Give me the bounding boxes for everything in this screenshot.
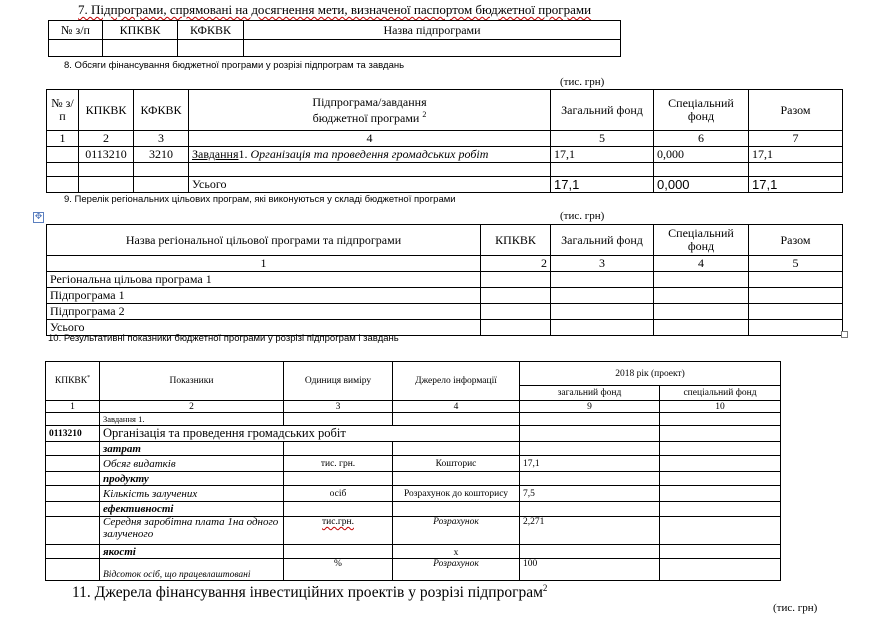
- s10-salary-unit-text: тис.грн.: [322, 517, 354, 527]
- s10-colnum: 9: [520, 401, 660, 413]
- s7-empty-cell: [178, 40, 244, 57]
- s10-empty-cell: [660, 502, 781, 517]
- s10-empty-cell: [660, 517, 781, 545]
- s10-header-general: загальний фонд: [520, 386, 660, 401]
- s10-empty-cell: [284, 442, 393, 456]
- s8-empty-cell: [47, 177, 79, 193]
- table-row: [46, 456, 781, 472]
- s8-header-total: Разом: [749, 90, 843, 131]
- s10-empty-cell: [46, 502, 100, 517]
- s8-colnum: 2: [79, 131, 134, 147]
- s8-total-special: 0,000: [654, 177, 749, 193]
- section9-units: (тис. грн): [560, 210, 605, 222]
- s8-header-kpkvk: КПКВК: [79, 90, 134, 131]
- footnote-marker: 2: [542, 583, 548, 593]
- s9-header-general: Загальний фонд: [551, 225, 654, 256]
- s8-empty-cell: [551, 163, 654, 177]
- s10-empty-cell: [660, 486, 781, 502]
- s10-empty-cell: [660, 456, 781, 472]
- s8-task-prefix: Завдання: [192, 147, 239, 161]
- s9-empty-cell: [654, 320, 749, 336]
- section11-heading: [72, 583, 547, 602]
- section8-table: [46, 89, 843, 193]
- s8-empty-cell: [189, 163, 551, 177]
- section11-heading-text: 11. Джерела фінансування інвестиційних проектів у розрізі підпрограм: [72, 584, 543, 602]
- s10-colnum: 3: [284, 401, 393, 413]
- s8-empty-cell: [749, 163, 843, 177]
- s9-row-label: Регіональна цільова програма 1: [47, 272, 481, 288]
- s10-percent-general: 100: [520, 559, 660, 581]
- s10-header-special: спеціальний фонд: [660, 386, 781, 401]
- s9-empty-cell: [551, 320, 654, 336]
- s8-row-special: 0,000: [654, 147, 749, 163]
- s8-empty-cell: [79, 163, 134, 177]
- section9-heading: 9. Перелік регіональних цільових програм, які виконуються у складі бюджетної програми: [64, 194, 456, 205]
- s10-empty-cell: [46, 472, 100, 486]
- move-handle-icon[interactable]: ✥: [34, 212, 43, 222]
- s8-row-kpkvk: 0113210: [79, 147, 134, 163]
- s10-kpkvk-code: 0113210: [46, 426, 100, 442]
- s9-empty-cell: [654, 288, 749, 304]
- s10-empty-cell: [46, 517, 100, 545]
- s10-expenses-name: Обсяг видатків: [100, 456, 284, 472]
- s10-header-kpkvk: [46, 362, 100, 401]
- s10-empty-cell: [46, 456, 100, 472]
- section7-table: [48, 20, 621, 57]
- s10-empty-cell: [393, 442, 520, 456]
- s10-percent-source: Розрахунок: [393, 559, 520, 581]
- s8-task-num: 1.: [238, 147, 248, 161]
- section11-units: (тис. грн): [773, 602, 818, 614]
- s8-empty-cell: [134, 177, 189, 193]
- s9-empty-cell: [749, 288, 843, 304]
- s8-row-general: 17,1: [551, 147, 654, 163]
- s10-empty-cell: [393, 472, 520, 486]
- s8-colnum: 4: [189, 131, 551, 147]
- s9-colnum: 3: [551, 256, 654, 272]
- s10-empty-cell: [46, 559, 100, 581]
- s8-colnum: 7: [749, 131, 843, 147]
- s7-empty-cell: [244, 40, 621, 57]
- s10-empty-cell: [660, 559, 781, 581]
- s10-percent-name: Відсоток осіб, що працевлаштовані: [100, 559, 284, 581]
- table-row: [46, 559, 781, 581]
- s10-colnum: 2: [100, 401, 284, 413]
- section9-table: [46, 224, 843, 336]
- s10-header-indicators: Показники: [100, 362, 284, 401]
- s9-colnum: 1: [47, 256, 481, 272]
- s10-colnum: 4: [393, 401, 520, 413]
- s9-header-total: Разом: [749, 225, 843, 256]
- s9-colnum: 2: [481, 256, 551, 272]
- s10-employed-general: 7,5: [520, 486, 660, 502]
- s10-salary-source: Розрахунок: [393, 517, 520, 545]
- s10-empty-cell: [393, 502, 520, 517]
- s7-header-name: Назва підпрограми: [244, 21, 621, 40]
- table-row: [47, 177, 843, 193]
- s8-total-general: 17,1: [551, 177, 654, 193]
- s7-header-kfkvk: КФКВК: [178, 21, 244, 40]
- s9-empty-cell: [551, 288, 654, 304]
- s10-empty-cell: [393, 413, 520, 426]
- section10-heading: 10. Результативні показники бюджетної програми у розрізі підпрограм і завдань: [48, 333, 399, 344]
- s10-empty-cell: [284, 545, 393, 559]
- s10-group-product: продукту: [100, 472, 284, 486]
- s9-empty-cell: [749, 272, 843, 288]
- table-row: [46, 486, 781, 502]
- s9-row-label: Підпрограма 1: [47, 288, 481, 304]
- s10-header-unit: Одиниця виміру: [284, 362, 393, 401]
- s8-task-title: Організація та проведення громадських робіт: [250, 147, 489, 161]
- s8-row-kfkvk: 3210: [134, 147, 189, 163]
- s10-empty-cell: [520, 426, 660, 442]
- s10-expenses-unit: тис. грн.: [284, 456, 393, 472]
- s9-header-special: Спеціальний фонд: [654, 225, 749, 256]
- s10-salary-unit: [284, 517, 393, 545]
- section7-heading-text: 7. Підпрограми, спрямовані на досягнення мети, визначеної паспортом бюджетної програми: [78, 2, 592, 17]
- s9-empty-cell: [551, 304, 654, 320]
- s10-empty-cell: [520, 413, 660, 426]
- s9-empty-cell: [481, 320, 551, 336]
- table-row: [47, 147, 843, 163]
- s10-header-source: Джерело інформації: [393, 362, 520, 401]
- s10-group-efficiency: ефективності: [100, 502, 284, 517]
- footnote-marker: *: [87, 375, 91, 382]
- s10-empty-cell: [520, 442, 660, 456]
- s10-empty-cell: [284, 472, 393, 486]
- s8-header-name: [189, 90, 551, 131]
- s9-empty-cell: [654, 304, 749, 320]
- s9-header-name: Назва регіональної цільової програми та підпрограми: [47, 225, 481, 256]
- table-row: [47, 272, 843, 288]
- table-row: [47, 304, 843, 320]
- s9-row-label: Підпрограма 2: [47, 304, 481, 320]
- s9-row-label: Усього: [47, 320, 481, 336]
- s10-empty-cell: [660, 472, 781, 486]
- s10-colnum: 10: [660, 401, 781, 413]
- s10-quality-mark: х: [393, 545, 520, 559]
- s8-header-name-line1: Підпрограма/завдання: [312, 94, 427, 109]
- s10-header-year: 2018 рік (проект): [520, 362, 781, 386]
- footnote-marker: 2: [422, 109, 427, 119]
- s8-row-total: 17,1: [749, 147, 843, 163]
- s10-empty-cell: [520, 545, 660, 559]
- s8-colnum: 5: [551, 131, 654, 147]
- s8-header-name-line2: [192, 110, 547, 126]
- s9-colnum: 5: [749, 256, 843, 272]
- section10-table: [45, 361, 781, 581]
- s10-empty-cell: [520, 472, 660, 486]
- s10-empty-cell: [46, 545, 100, 559]
- s9-empty-cell: [481, 288, 551, 304]
- s10-employed-unit: осіб: [284, 486, 393, 502]
- s8-total-total: 17,1: [749, 177, 843, 193]
- s8-colnum: 1: [47, 131, 79, 147]
- s10-group-quality: якості: [100, 545, 284, 559]
- s10-empty-cell: [660, 545, 781, 559]
- s10-expenses-general: 17,1: [520, 456, 660, 472]
- s10-task-title: Організація та проведення громадських робіт: [100, 426, 520, 442]
- s10-empty-cell: [660, 413, 781, 426]
- s7-header-kpkvk: КПКВК: [103, 21, 178, 40]
- s8-total-label: Усього: [189, 177, 551, 193]
- table-row: [46, 517, 781, 545]
- s9-colnum: 4: [654, 256, 749, 272]
- s10-expenses-source: Кошторис: [393, 456, 520, 472]
- s8-header-special: Спеціальний фонд: [654, 90, 749, 131]
- s10-empty-cell: [660, 442, 781, 456]
- s10-salary-name: Середня заробітна плата 1на одного залученого: [100, 517, 284, 545]
- table-row: [47, 288, 843, 304]
- s9-empty-cell: [749, 320, 843, 336]
- s9-empty-cell: [551, 272, 654, 288]
- s9-empty-cell: [481, 272, 551, 288]
- s8-row-task: [189, 147, 551, 163]
- s8-row-num: [47, 147, 79, 163]
- s9-header-kpkvk: КПКВК: [481, 225, 551, 256]
- s9-empty-cell: [654, 272, 749, 288]
- s10-empty-cell: [520, 502, 660, 517]
- s9-empty-cell: [749, 304, 843, 320]
- s10-colnum: 1: [46, 401, 100, 413]
- s8-empty-cell: [79, 177, 134, 193]
- s7-empty-cell: [103, 40, 178, 57]
- s10-percent-unit: %: [284, 559, 393, 581]
- section7-heading: [78, 2, 591, 18]
- section8-heading: 8. Обсяги фінансування бюджетної програми у розрізі підпрограм та завдань: [64, 60, 405, 71]
- s7-header-num: № з/п: [49, 21, 103, 40]
- s10-employed-name: Кількість залучених: [100, 486, 284, 502]
- s10-group-costs: затрат: [100, 442, 284, 456]
- s8-header-num: № з/п: [47, 90, 79, 131]
- s8-header-kfkvk: КФКВК: [134, 90, 189, 131]
- s10-salary-general: 2,271: [520, 517, 660, 545]
- s8-header-name-line2-text: бюджетної програми: [312, 110, 420, 125]
- s10-task-label: Завдання 1.: [100, 413, 284, 426]
- s8-empty-cell: [654, 163, 749, 177]
- s10-header-kpkvk-text: КПКВК: [54, 376, 88, 387]
- s8-colnum: 3: [134, 131, 189, 147]
- s8-colnum: 6: [654, 131, 749, 147]
- s8-empty-cell: [134, 163, 189, 177]
- s8-header-general: Загальний фонд: [551, 90, 654, 131]
- s9-empty-cell: [481, 304, 551, 320]
- s10-empty-cell: [46, 486, 100, 502]
- s10-empty-cell: [284, 413, 393, 426]
- s10-empty-cell: [284, 502, 393, 517]
- s8-empty-cell: [47, 163, 79, 177]
- s10-empty-cell: [46, 442, 100, 456]
- s10-empty-cell: [660, 426, 781, 442]
- s10-empty-cell: [46, 413, 100, 426]
- s7-empty-cell: [49, 40, 103, 57]
- s10-employed-source: Розрахунок до кошторису: [393, 486, 520, 502]
- section8-units: (тис. грн): [560, 76, 605, 88]
- resize-handle[interactable]: [841, 331, 848, 338]
